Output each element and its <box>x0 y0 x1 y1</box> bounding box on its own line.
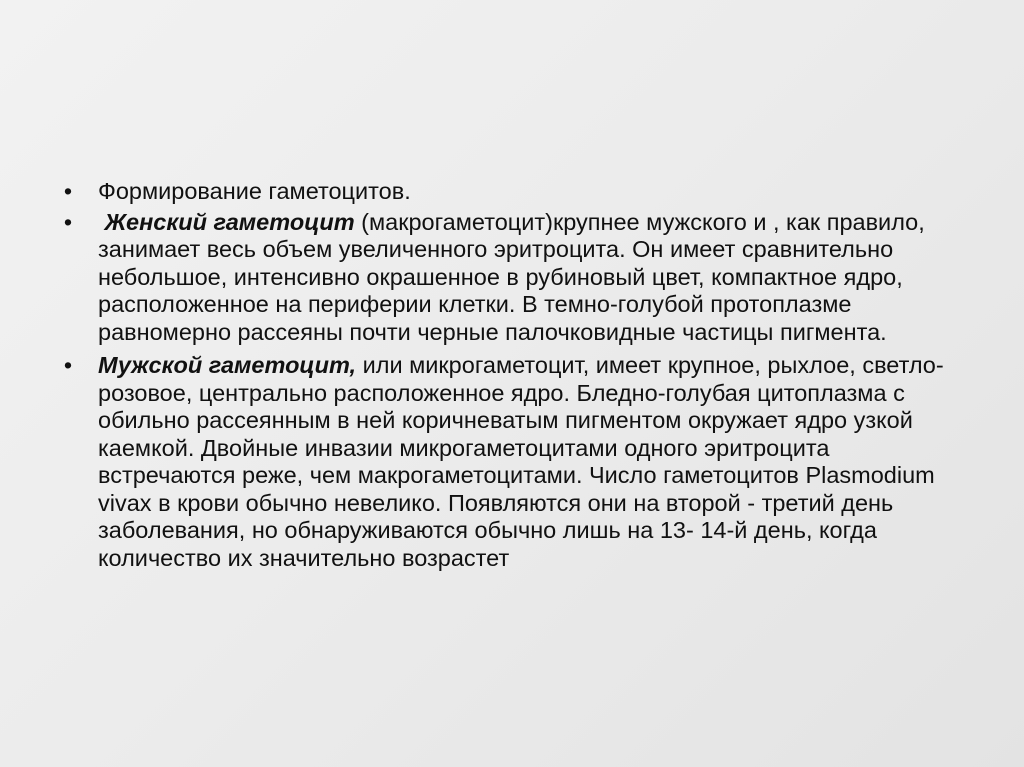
bullet-text <box>98 209 958 347</box>
bullet-item-male-gametocyte <box>58 352 958 572</box>
bullet-marker: • <box>63 178 73 204</box>
term-male-gametocyte: Мужской гаметоцит, <box>98 352 357 378</box>
slide-content <box>58 178 958 578</box>
bullet-item-gametocyte-formation <box>58 178 958 206</box>
bullet-text: Формирование гаметоцитов. <box>98 178 411 204</box>
bullet-marker: • <box>63 208 73 235</box>
bullet-list <box>58 178 958 572</box>
bullet-marker: • <box>63 352 73 378</box>
bullet-item-female-gametocyte <box>58 209 958 347</box>
male-gametocyte-description: или микрогаметоцит, имеет крупное, рыхлое, светло-розовое, центрально расположенное ядро. Бледно-голубая цитоплазма с обильно рассеянным в ней коричневатым пигментом окружает ядро узкой каемкой. Двойные инвазии микрогаметоцитами одного эритроцита встречаются реже, чем макрогаметоцитами. Число гаметоцитов Plasmodium vivax в крови обычно невелико. Появляются они на второй - третий день заболевания, но обнаруживаются обычно лишь на 13- 14-й день, когда количество их значительно возрастет <box>98 352 944 571</box>
term-female-gametocyte: Женский гаметоцит <box>104 208 355 235</box>
bullet-text <box>98 352 958 572</box>
female-gametocyte-description: (макрогаметоцит)крупнее мужского и , как правило, занимает весь объем увеличенного эритроцита. Он имеет сравнительно небольшое, интенсивно окрашенное в рубиновый цвет, компактное ядро, расположенное на периферии клетки. В темно-голубой протоплазме равномерно рассеяны почти черные палочковидные частицы пигмента. <box>98 208 925 345</box>
